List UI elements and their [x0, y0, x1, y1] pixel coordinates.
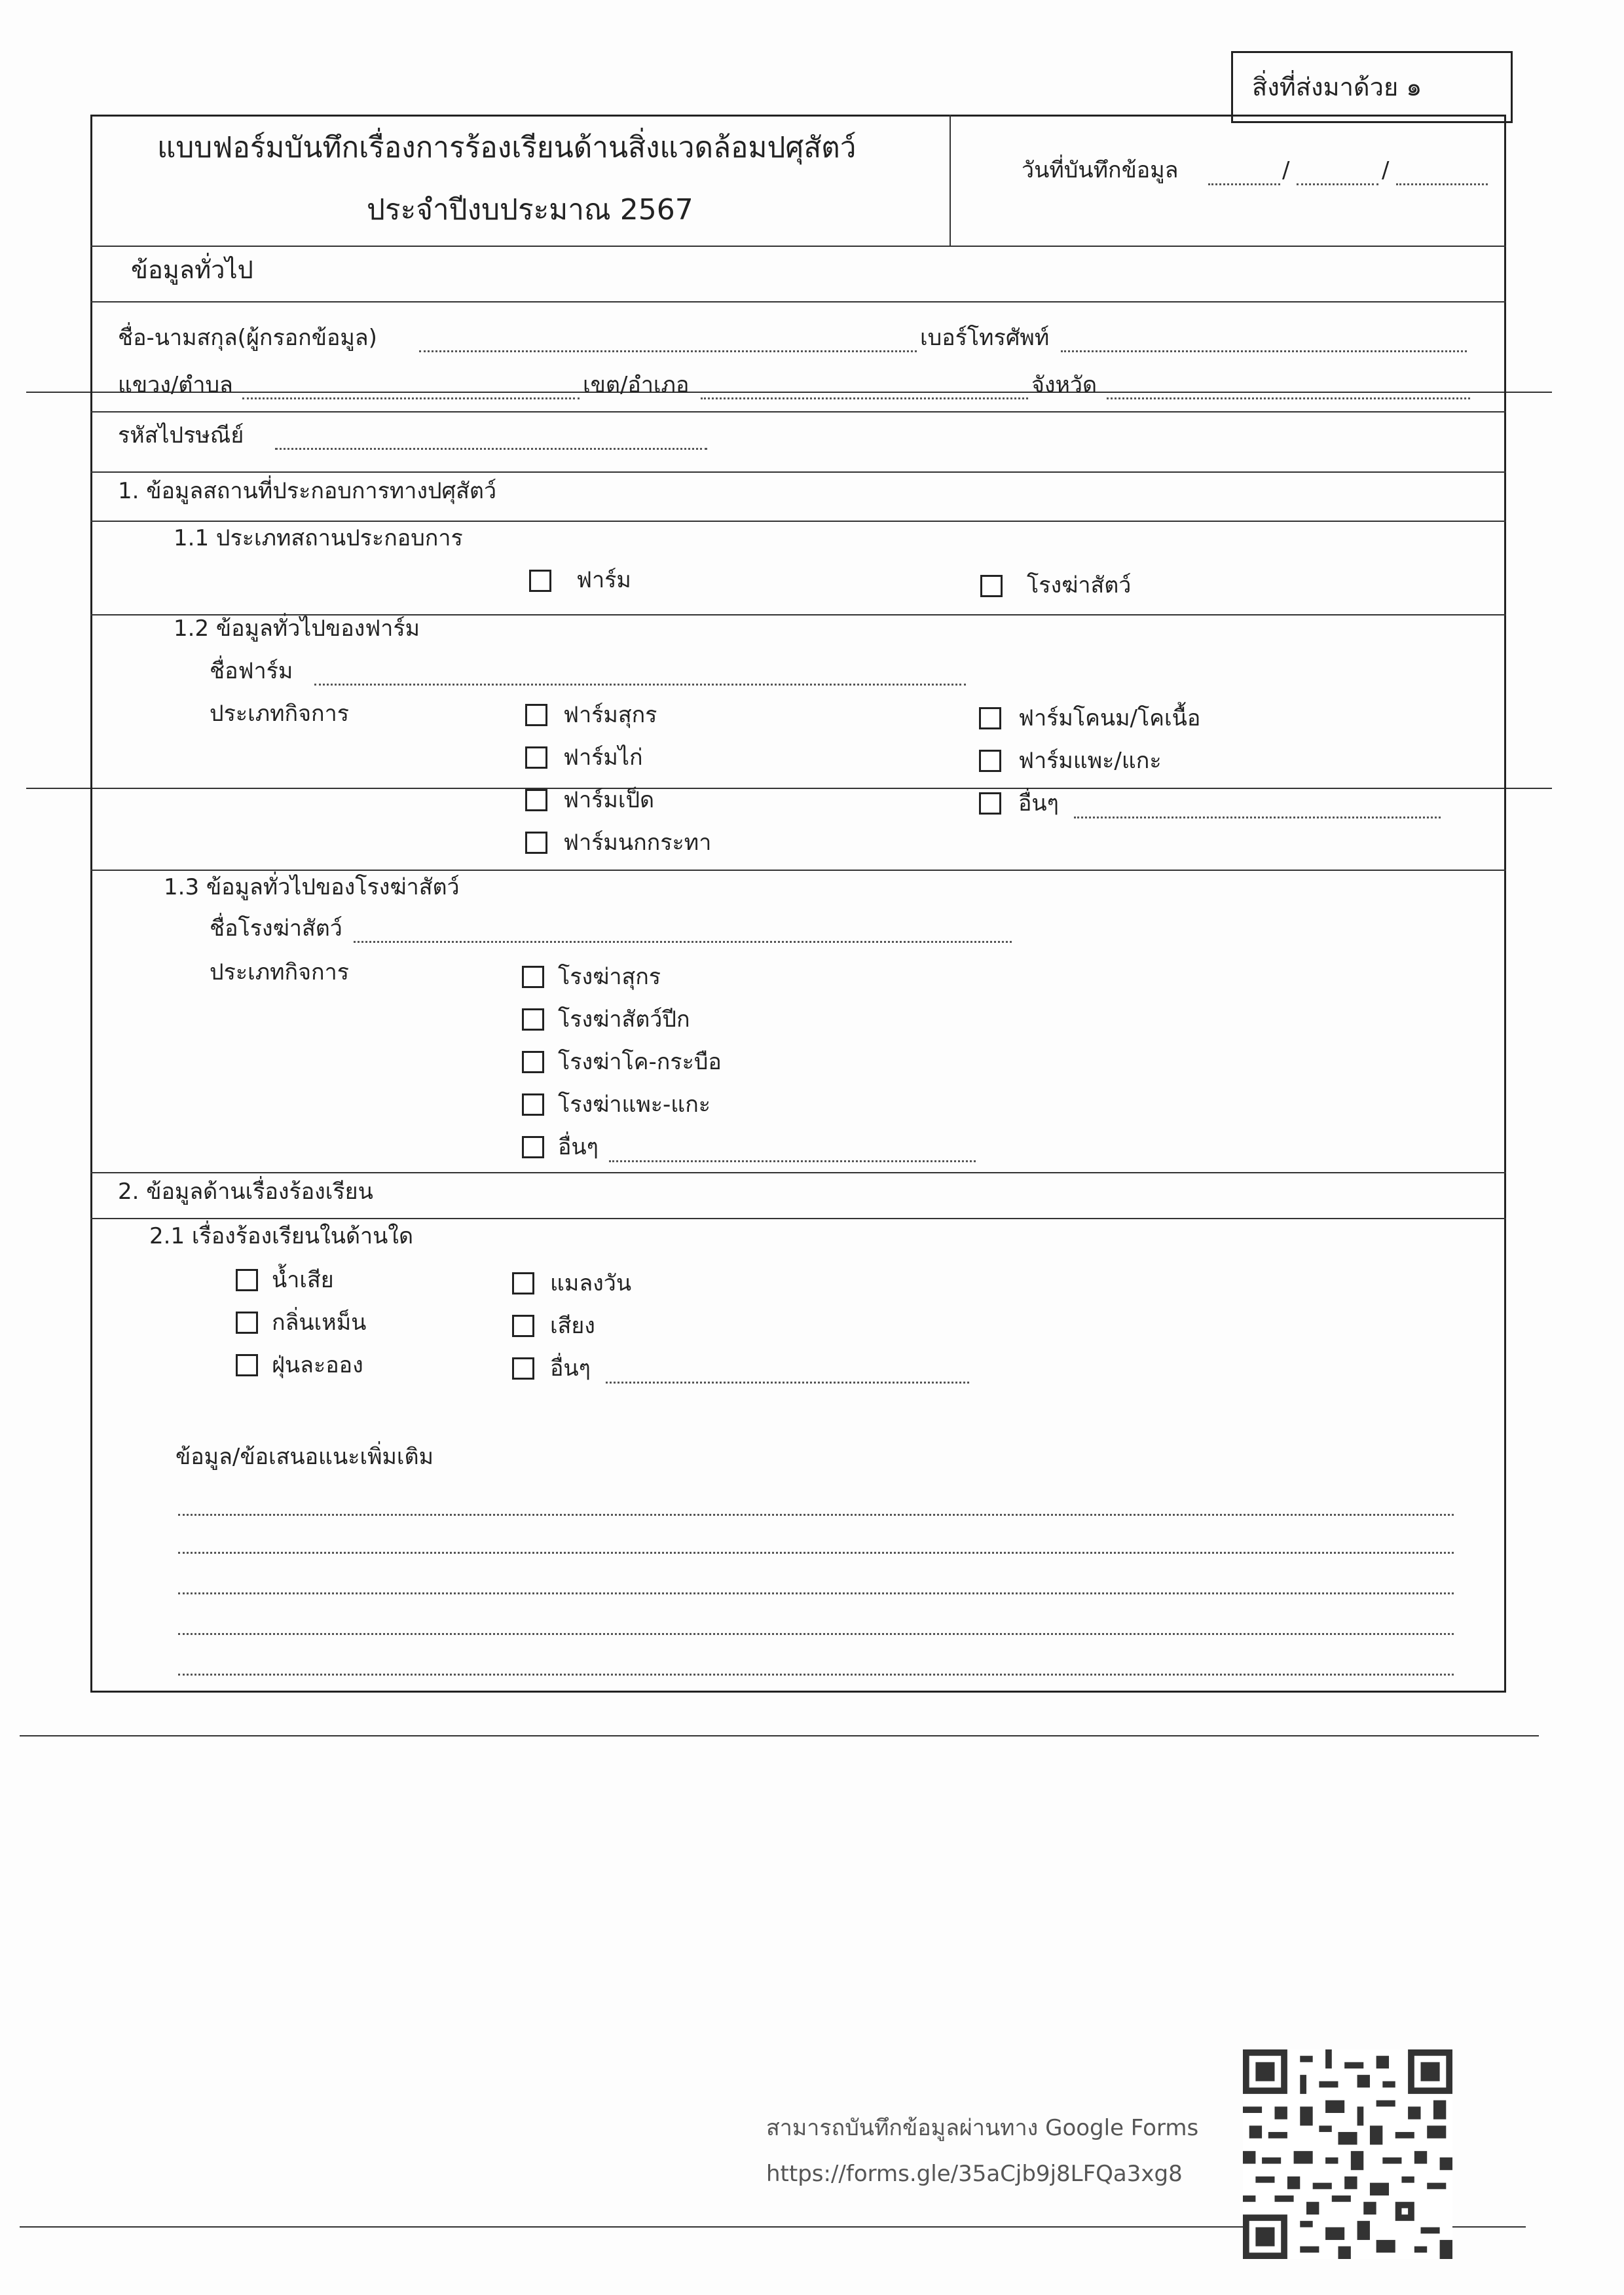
- slaughter-name-field[interactable]: [354, 941, 1012, 943]
- row-line: [90, 301, 1506, 303]
- form-url[interactable]: https://forms.gle/35aCjb9j8LFQa3xg8: [766, 2161, 1183, 2187]
- option-slaughterhouse: โรงฆ่าสัตว์: [1027, 572, 1132, 598]
- checkbox-cattle-farm[interactable]: [979, 707, 1001, 729]
- row-line: [90, 1172, 1506, 1173]
- checkbox-slaughter-other[interactable]: [522, 1136, 544, 1158]
- row-line: [90, 246, 1506, 247]
- farm-other-field[interactable]: [1074, 817, 1441, 818]
- option-cattle-slaughter: โรงฆ่าโค-กระบือ: [558, 1049, 722, 1075]
- option-farm: ฟาร์ม: [576, 567, 631, 593]
- slaughter-name-label: ชื่อโรงฆ่าสัตว์: [210, 915, 342, 942]
- row-line: [90, 521, 1506, 522]
- option-duck-farm: ฟาร์มเป็ด: [563, 787, 655, 813]
- row-line: [90, 1218, 1506, 1219]
- option-goat-farm: ฟาร์มแพะ/แกะ: [1018, 748, 1162, 774]
- province-field[interactable]: [1107, 397, 1470, 399]
- qr-code-icon[interactable]: [1243, 2046, 1452, 2262]
- farm-type-label: ประเภทกิจการ: [210, 701, 349, 727]
- phone-label: เบอร์โทรศัพท์: [920, 325, 1050, 351]
- date-label: วันที่บันทึกข้อมูล: [1022, 157, 1179, 183]
- postcode-field[interactable]: [275, 448, 707, 450]
- checkbox-farm-other[interactable]: [979, 792, 1001, 815]
- s21-heading: 2.1 เรื่องร้องเรียนในด้านใด: [149, 1223, 414, 1249]
- farm-name-label: ชื่อฟาร์ม: [210, 658, 293, 684]
- province-label: จังหวัด: [1031, 372, 1098, 398]
- extra-info-line[interactable]: [178, 1552, 1454, 1554]
- option-noise: เสียง: [550, 1313, 595, 1339]
- slaughter-other-field[interactable]: [609, 1160, 976, 1162]
- form-title-line2: ประจำปีงบประมาณ 2567: [367, 193, 693, 227]
- s11-heading: 1.1 ประเภทสถานประกอบการ: [174, 525, 463, 551]
- header-divider: [950, 115, 951, 246]
- option-odor: กลิ่นเหม็น: [272, 1310, 367, 1336]
- checkbox-quail-farm[interactable]: [525, 832, 547, 854]
- form-title-line1: แบบฟอร์มบันทึกเรื่องการร้องเรียนด้านสิ่งแวดล้อมปศุสัตว์: [157, 131, 857, 164]
- attachment-label: สิ่งที่ส่งมาด้วย ๑: [1252, 73, 1422, 101]
- farm-name-field[interactable]: [314, 684, 966, 686]
- option-poultry-slaughter: โรงฆ่าสัตว์ปีก: [558, 1006, 690, 1033]
- extra-info-line[interactable]: [178, 1514, 1454, 1516]
- row-line: [90, 471, 1506, 473]
- option-flies: แมลงวัน: [550, 1270, 632, 1296]
- date-month-field[interactable]: [1297, 183, 1378, 185]
- subdistrict-field[interactable]: [242, 397, 580, 399]
- checkbox-goat-farm[interactable]: [979, 750, 1001, 772]
- date-slash: /: [1282, 157, 1290, 183]
- checkbox-flies[interactable]: [512, 1272, 534, 1294]
- option-chicken-farm: ฟาร์มไก่: [563, 744, 643, 771]
- row-line: [90, 411, 1506, 413]
- checkbox-slaughterhouse[interactable]: [980, 575, 1003, 597]
- section2-heading: 2. ข้อมูลด้านเรื่องร้องเรียน: [118, 1179, 373, 1205]
- checkbox-goat-slaughter[interactable]: [522, 1093, 544, 1116]
- row-line: [90, 870, 1506, 871]
- option-complaint-other: อื่นๆ: [550, 1355, 591, 1382]
- slaughter-type-label: ประเภทกิจการ: [210, 959, 349, 985]
- option-dust: ฝุ่นละออง: [272, 1352, 363, 1378]
- checkbox-dust[interactable]: [236, 1354, 258, 1376]
- option-wastewater: น้ำเสีย: [272, 1267, 334, 1293]
- checkbox-complaint-other[interactable]: [512, 1357, 534, 1380]
- date-day-field[interactable]: [1208, 183, 1280, 185]
- name-field[interactable]: [419, 350, 917, 352]
- phone-field[interactable]: [1061, 350, 1467, 352]
- checkbox-wastewater[interactable]: [236, 1269, 258, 1291]
- extra-info-line[interactable]: [178, 1674, 1454, 1676]
- checkbox-chicken-farm[interactable]: [525, 746, 547, 769]
- s12-heading: 1.2 ข้อมูลทั่วไปของฟาร์ม: [174, 615, 420, 642]
- date-slash: /: [1382, 157, 1390, 183]
- online-form-text: สามารถบันทึกข้อมูลผ่านทาง Google Forms: [766, 2115, 1199, 2141]
- checkbox-poultry-slaughter[interactable]: [522, 1008, 544, 1031]
- option-cattle-farm: ฟาร์มโคนม/โคเนื้อ: [1018, 705, 1201, 731]
- complaint-other-field[interactable]: [606, 1382, 969, 1384]
- checkbox-pig-farm[interactable]: [525, 704, 547, 726]
- checkbox-odor[interactable]: [236, 1312, 258, 1334]
- checkbox-noise[interactable]: [512, 1315, 534, 1337]
- name-label: ชื่อ-นามสกุล(ผู้กรอกข้อมูล): [118, 325, 377, 351]
- extra-info-label: ข้อมูล/ข้อเสนอแนะเพิ่มเติม: [175, 1444, 434, 1470]
- scan-line: [20, 1735, 1539, 1736]
- date-year-field[interactable]: [1396, 183, 1488, 185]
- option-quail-farm: ฟาร์มนกกระทา: [563, 830, 712, 856]
- checkbox-duck-farm[interactable]: [525, 789, 547, 811]
- s13-heading: 1.3 ข้อมูลทั่วไปของโรงฆ่าสัตว์: [164, 874, 460, 900]
- checkbox-cattle-slaughter[interactable]: [522, 1051, 544, 1073]
- general-heading: ข้อมูลทั่วไป: [131, 255, 253, 284]
- option-slaughter-other: อื่นๆ: [558, 1134, 599, 1160]
- extra-info-line[interactable]: [178, 1633, 1454, 1635]
- district-label: เขต/อำเภอ: [583, 372, 690, 398]
- subdistrict-label: แขวง/ตำบล: [118, 372, 233, 398]
- section1-heading: 1. ข้อมูลสถานที่ประกอบการทางปศุสัตว์: [118, 478, 497, 504]
- checkbox-farm[interactable]: [529, 570, 551, 592]
- checkbox-pig-slaughter[interactable]: [522, 966, 544, 988]
- option-pig-slaughter: โรงฆ่าสุกร: [558, 964, 661, 990]
- extra-info-line[interactable]: [178, 1592, 1454, 1594]
- district-field[interactable]: [701, 397, 1028, 399]
- postcode-label: รหัสไปรษณีย์: [118, 422, 244, 449]
- option-farm-other: อื่นๆ: [1018, 790, 1059, 817]
- option-pig-farm: ฟาร์มสุกร: [563, 702, 657, 728]
- option-goat-slaughter: โรงฆ่าแพะ-แกะ: [558, 1092, 711, 1118]
